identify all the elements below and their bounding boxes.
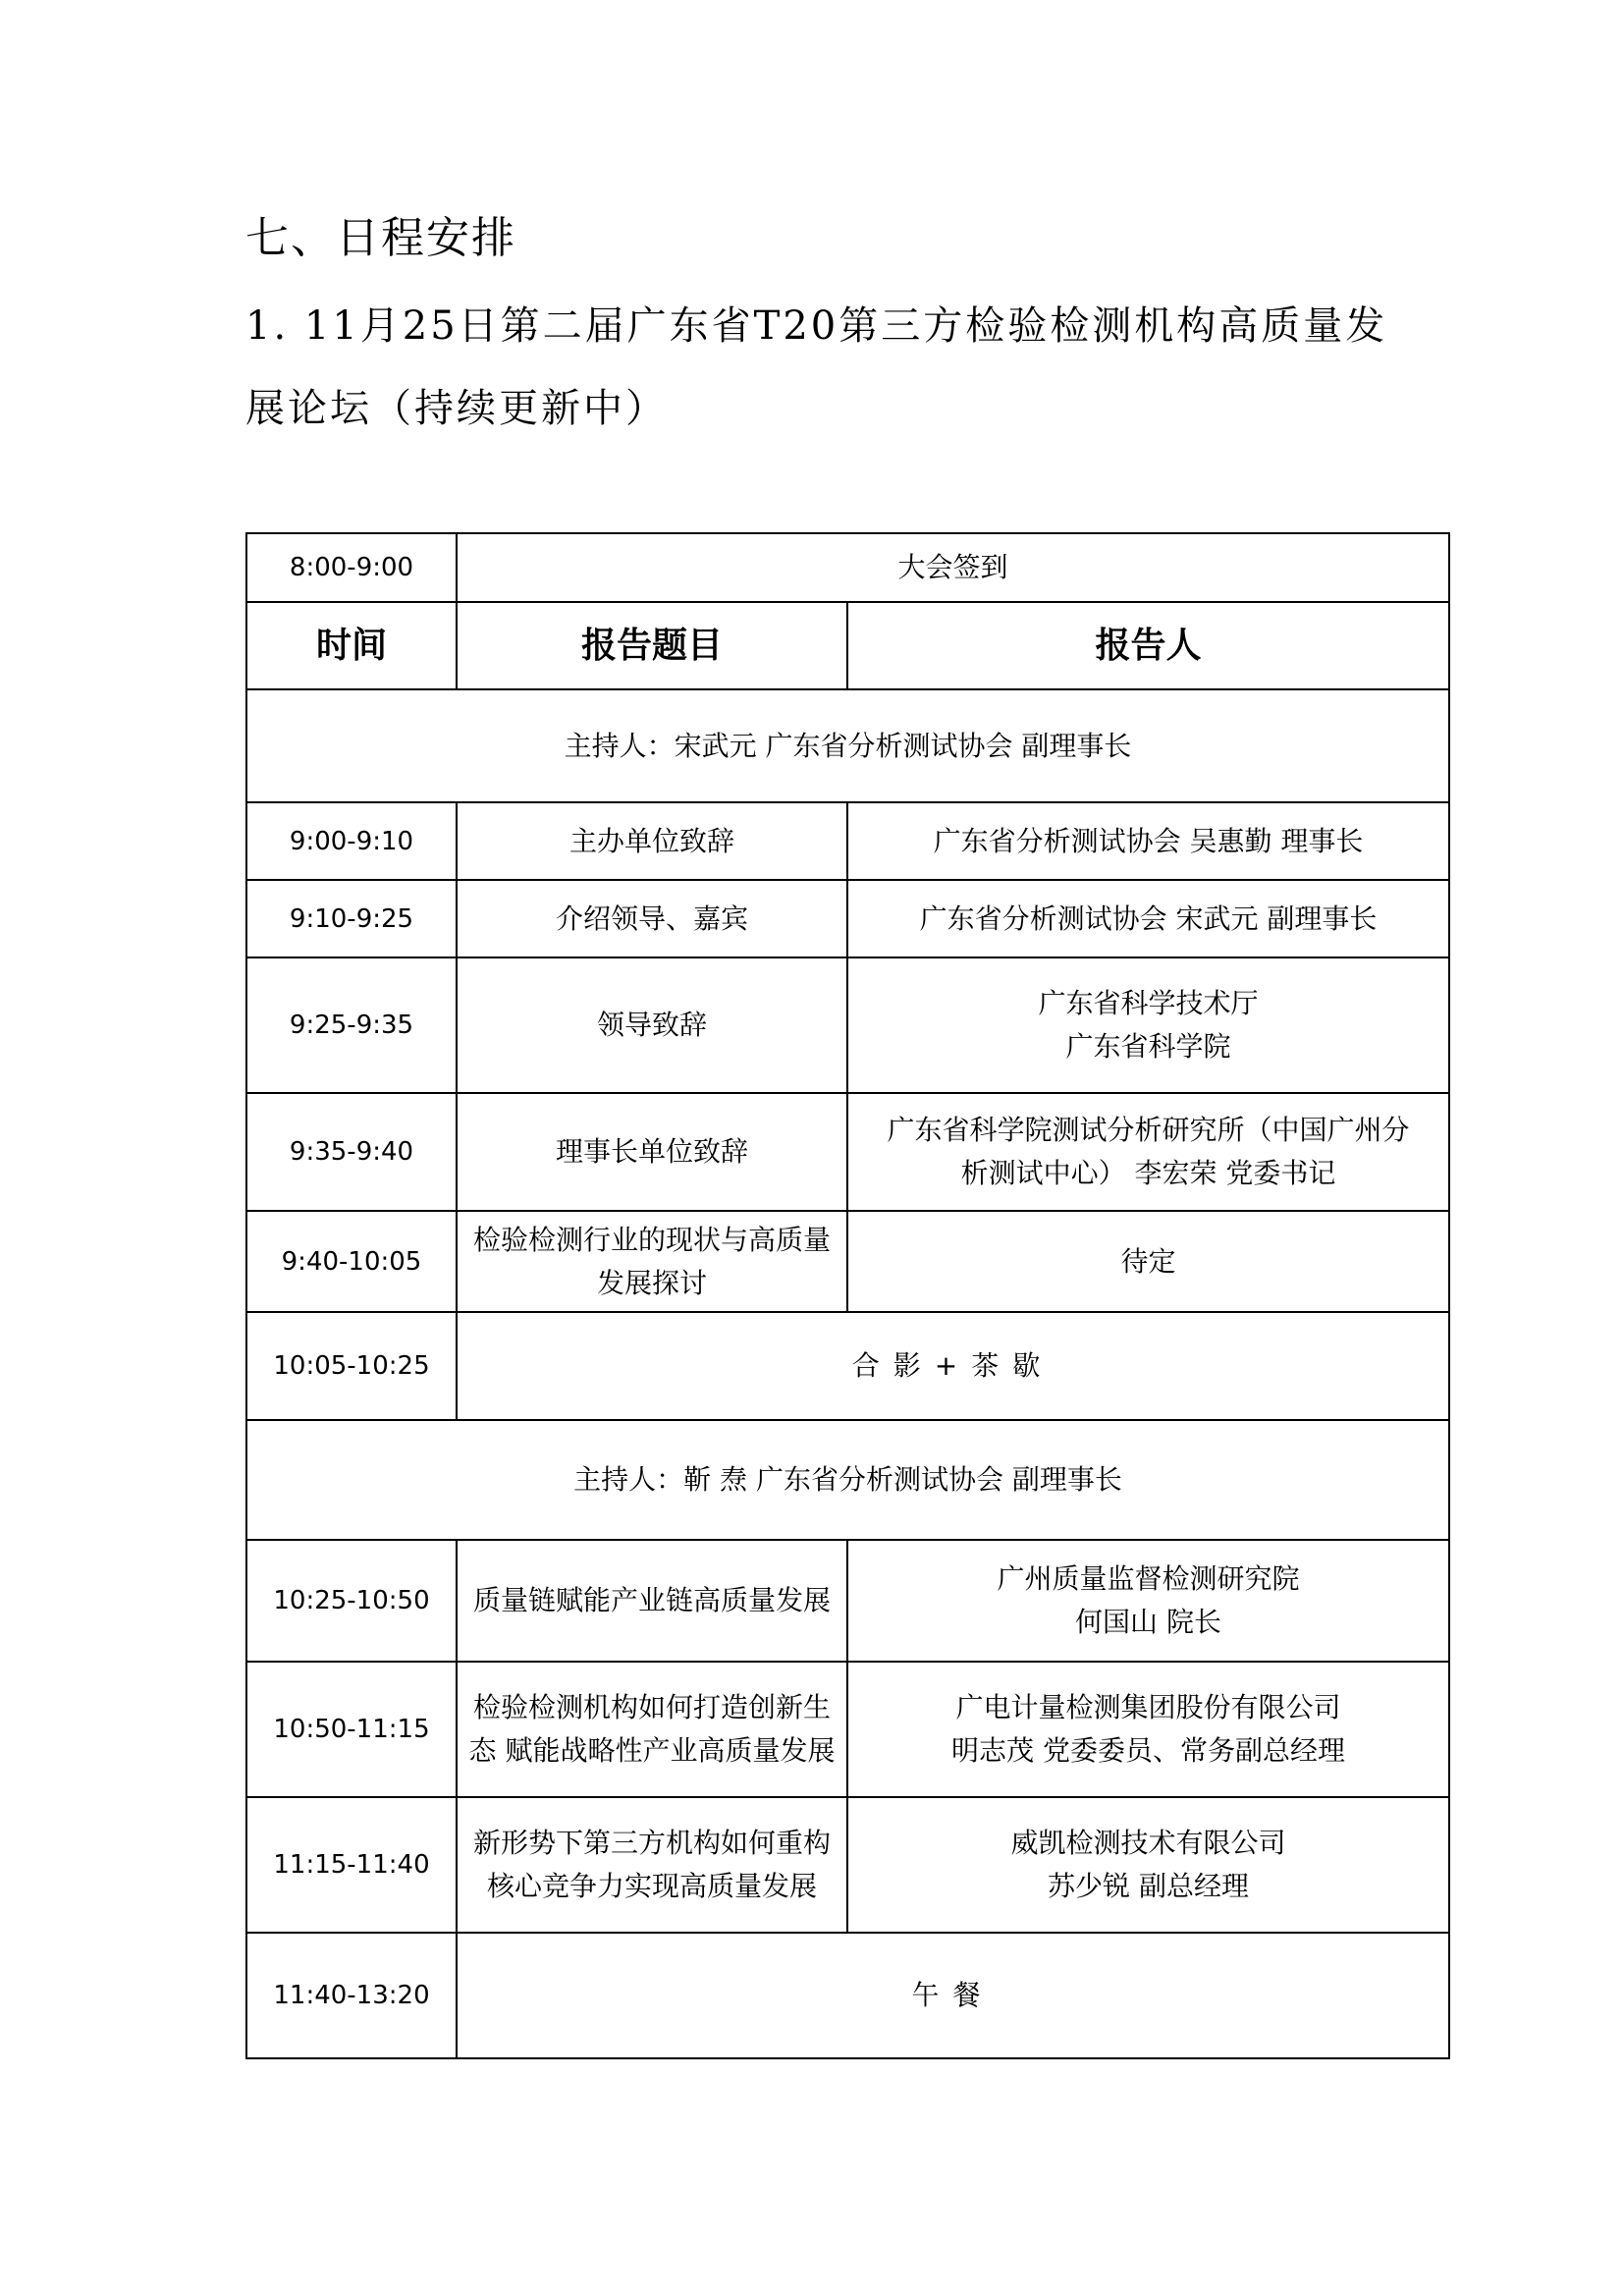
section-heading: 七、日程安排 <box>245 213 516 263</box>
speaker-line: 广东省科学院 <box>1065 1030 1231 1063</box>
time-cell: 11:40-13:20 <box>246 1933 457 2058</box>
speaker-line: 析测试中心） 李宏荣 党委书记 <box>960 1157 1336 1189</box>
time-cell: 9:00-9:10 <box>246 802 457 880</box>
break-row <box>246 1312 1449 1420</box>
speaker-line: 何国山 院长 <box>1075 1606 1221 1638</box>
speaker-line: 广东省科学院测试分析研究所（中国广州分 <box>887 1114 1410 1146</box>
topic-cell: 检验检测行业的现状与高质量发展探讨 <box>457 1211 847 1312</box>
topic-cell: 检验检测机构如何打造创新生态 赋能战略性产业高质量发展 <box>457 1662 847 1797</box>
time-cell: 9:10-9:25 <box>246 880 457 957</box>
speaker-line: 待定 <box>1120 1244 1176 1278</box>
speaker-line: 苏少锐 副总经理 <box>1048 1870 1249 1902</box>
speaker-cell <box>847 802 1449 880</box>
speaker-cell <box>847 1662 1449 1797</box>
header-topic: 报告题目 <box>457 602 847 689</box>
topic-cell: 新形势下第三方机构如何重构核心竞争力实现高质量发展 <box>457 1797 847 1933</box>
table-row <box>246 1540 1449 1662</box>
speaker-cell <box>847 1797 1449 1933</box>
speaker-line: 广电计量检测集团股份有限公司 <box>955 1691 1341 1723</box>
table-row <box>246 1211 1449 1312</box>
speaker-cell <box>847 1540 1449 1662</box>
header-speaker: 报告人 <box>847 602 1449 689</box>
registration-row <box>246 533 1449 602</box>
time-cell: 10:25-10:50 <box>246 1540 457 1662</box>
host-row <box>246 1420 1449 1540</box>
forum-title: 1. 11月25日第二届广东省T20第三方检验检测机构高质量发展论坛（持续更新中） <box>245 303 1388 431</box>
topic-cell: 理事长单位致辞 <box>457 1093 847 1211</box>
topic-cell: 质量链赋能产业链高质量发展 <box>457 1540 847 1662</box>
registration-label: 大会签到 <box>457 533 1449 602</box>
table-row <box>246 1093 1449 1211</box>
speaker-cell <box>847 1211 1449 1312</box>
break-label: 合影+茶歇 <box>457 1312 1449 1420</box>
schedule-table <box>245 532 1450 2059</box>
time-cell: 9:35-9:40 <box>246 1093 457 1211</box>
speaker-line: 广东省科学技术厅 <box>1038 987 1259 1019</box>
table-row <box>246 1662 1449 1797</box>
table-row <box>246 880 1449 957</box>
lunch-row <box>246 1933 1449 2058</box>
speaker-line: 威凯检测技术有限公司 <box>1010 1827 1286 1859</box>
table-row <box>246 957 1449 1093</box>
topic-cell: 介绍领导、嘉宾 <box>457 880 847 957</box>
time-cell: 10:50-11:15 <box>246 1662 457 1797</box>
speaker-line: 广东省分析测试协会 吴惠勤 理事长 <box>933 824 1364 857</box>
topic-cell: 主办单位致辞 <box>457 802 847 880</box>
host-row <box>246 689 1449 802</box>
speaker-line: 广州质量监督检测研究院 <box>997 1562 1300 1595</box>
time-cell: 9:40-10:05 <box>246 1211 457 1312</box>
table-row <box>246 1797 1449 1933</box>
speaker-cell <box>847 957 1449 1093</box>
header-row <box>246 602 1449 689</box>
host-label: 主持人：靳 焘 广东省分析测试协会 副理事长 <box>246 1420 1449 1540</box>
lunch-label: 午餐 <box>457 1933 1449 2058</box>
time-cell: 11:15-11:40 <box>246 1797 457 1933</box>
table-row <box>246 802 1449 880</box>
time-cell: 8:00-9:00 <box>246 533 457 602</box>
speaker-line: 广东省分析测试协会 宋武元 副理事长 <box>919 902 1378 935</box>
topic-cell: 领导致辞 <box>457 957 847 1093</box>
time-cell: 10:05-10:25 <box>246 1312 457 1420</box>
speaker-cell <box>847 880 1449 957</box>
host-label: 主持人：宋武元 广东省分析测试协会 副理事长 <box>246 689 1449 802</box>
time-cell: 9:25-9:35 <box>246 957 457 1093</box>
speaker-line: 明志茂 党委委员、常务副总经理 <box>951 1734 1345 1767</box>
speaker-cell <box>847 1093 1449 1211</box>
header-time: 时间 <box>246 602 457 689</box>
